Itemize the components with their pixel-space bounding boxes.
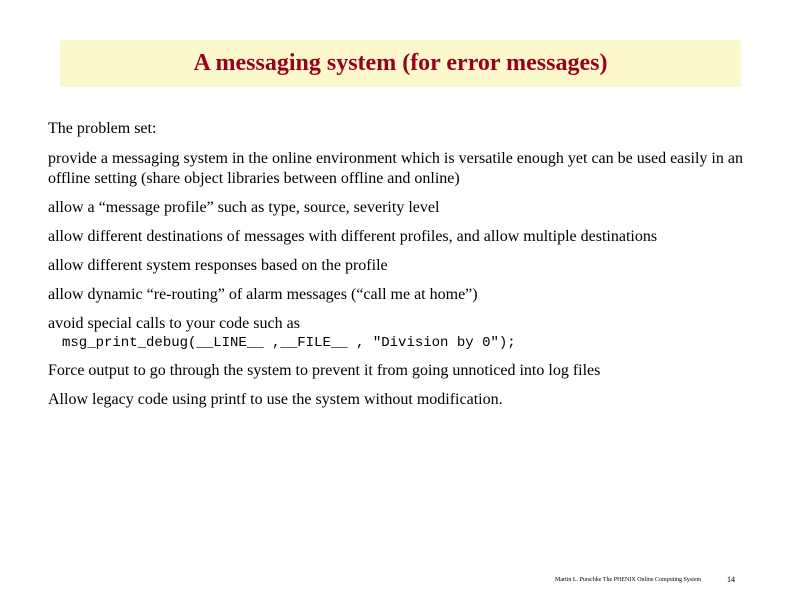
list-item-special-calls: avoid special calls to your code such as xyxy=(48,315,300,332)
page-number: 14 xyxy=(727,575,735,584)
footer-text: Martin L. Purschke The PHENIX Online Computing System xyxy=(555,577,702,583)
list-item-message-profile: allow a “message profile” such as type, source, severity level xyxy=(48,199,440,216)
list-item-shared-libraries: provide a messaging system in the online environment which is versatile enough yet can be used easily in an offline setting (share object libraries between offline and online) xyxy=(48,150,743,187)
list-item-system-responses: allow different system responses based on the profile xyxy=(48,257,388,274)
list-item-legacy-code: Allow legacy code using printf to use the system without modification. xyxy=(48,391,503,408)
intro-text: The problem set: xyxy=(48,120,157,137)
list-item-force-output: Force output to go through the system to prevent it from going unnoticed into log files xyxy=(48,362,601,379)
code-example: msg_print_debug(__LINE__ ,__FILE__ , "Division by 0"); xyxy=(62,335,516,351)
list-item-rerouting: allow dynamic “re-routing” of alarm messages (“call me at home”) xyxy=(48,286,478,303)
slide-title: A messaging system (for error messages) xyxy=(193,50,608,76)
list-item-destinations: allow different destinations of messages with different profiles, and allow multiple destinations xyxy=(48,228,658,245)
slide-content xyxy=(48,119,748,410)
title-banner xyxy=(60,40,741,87)
